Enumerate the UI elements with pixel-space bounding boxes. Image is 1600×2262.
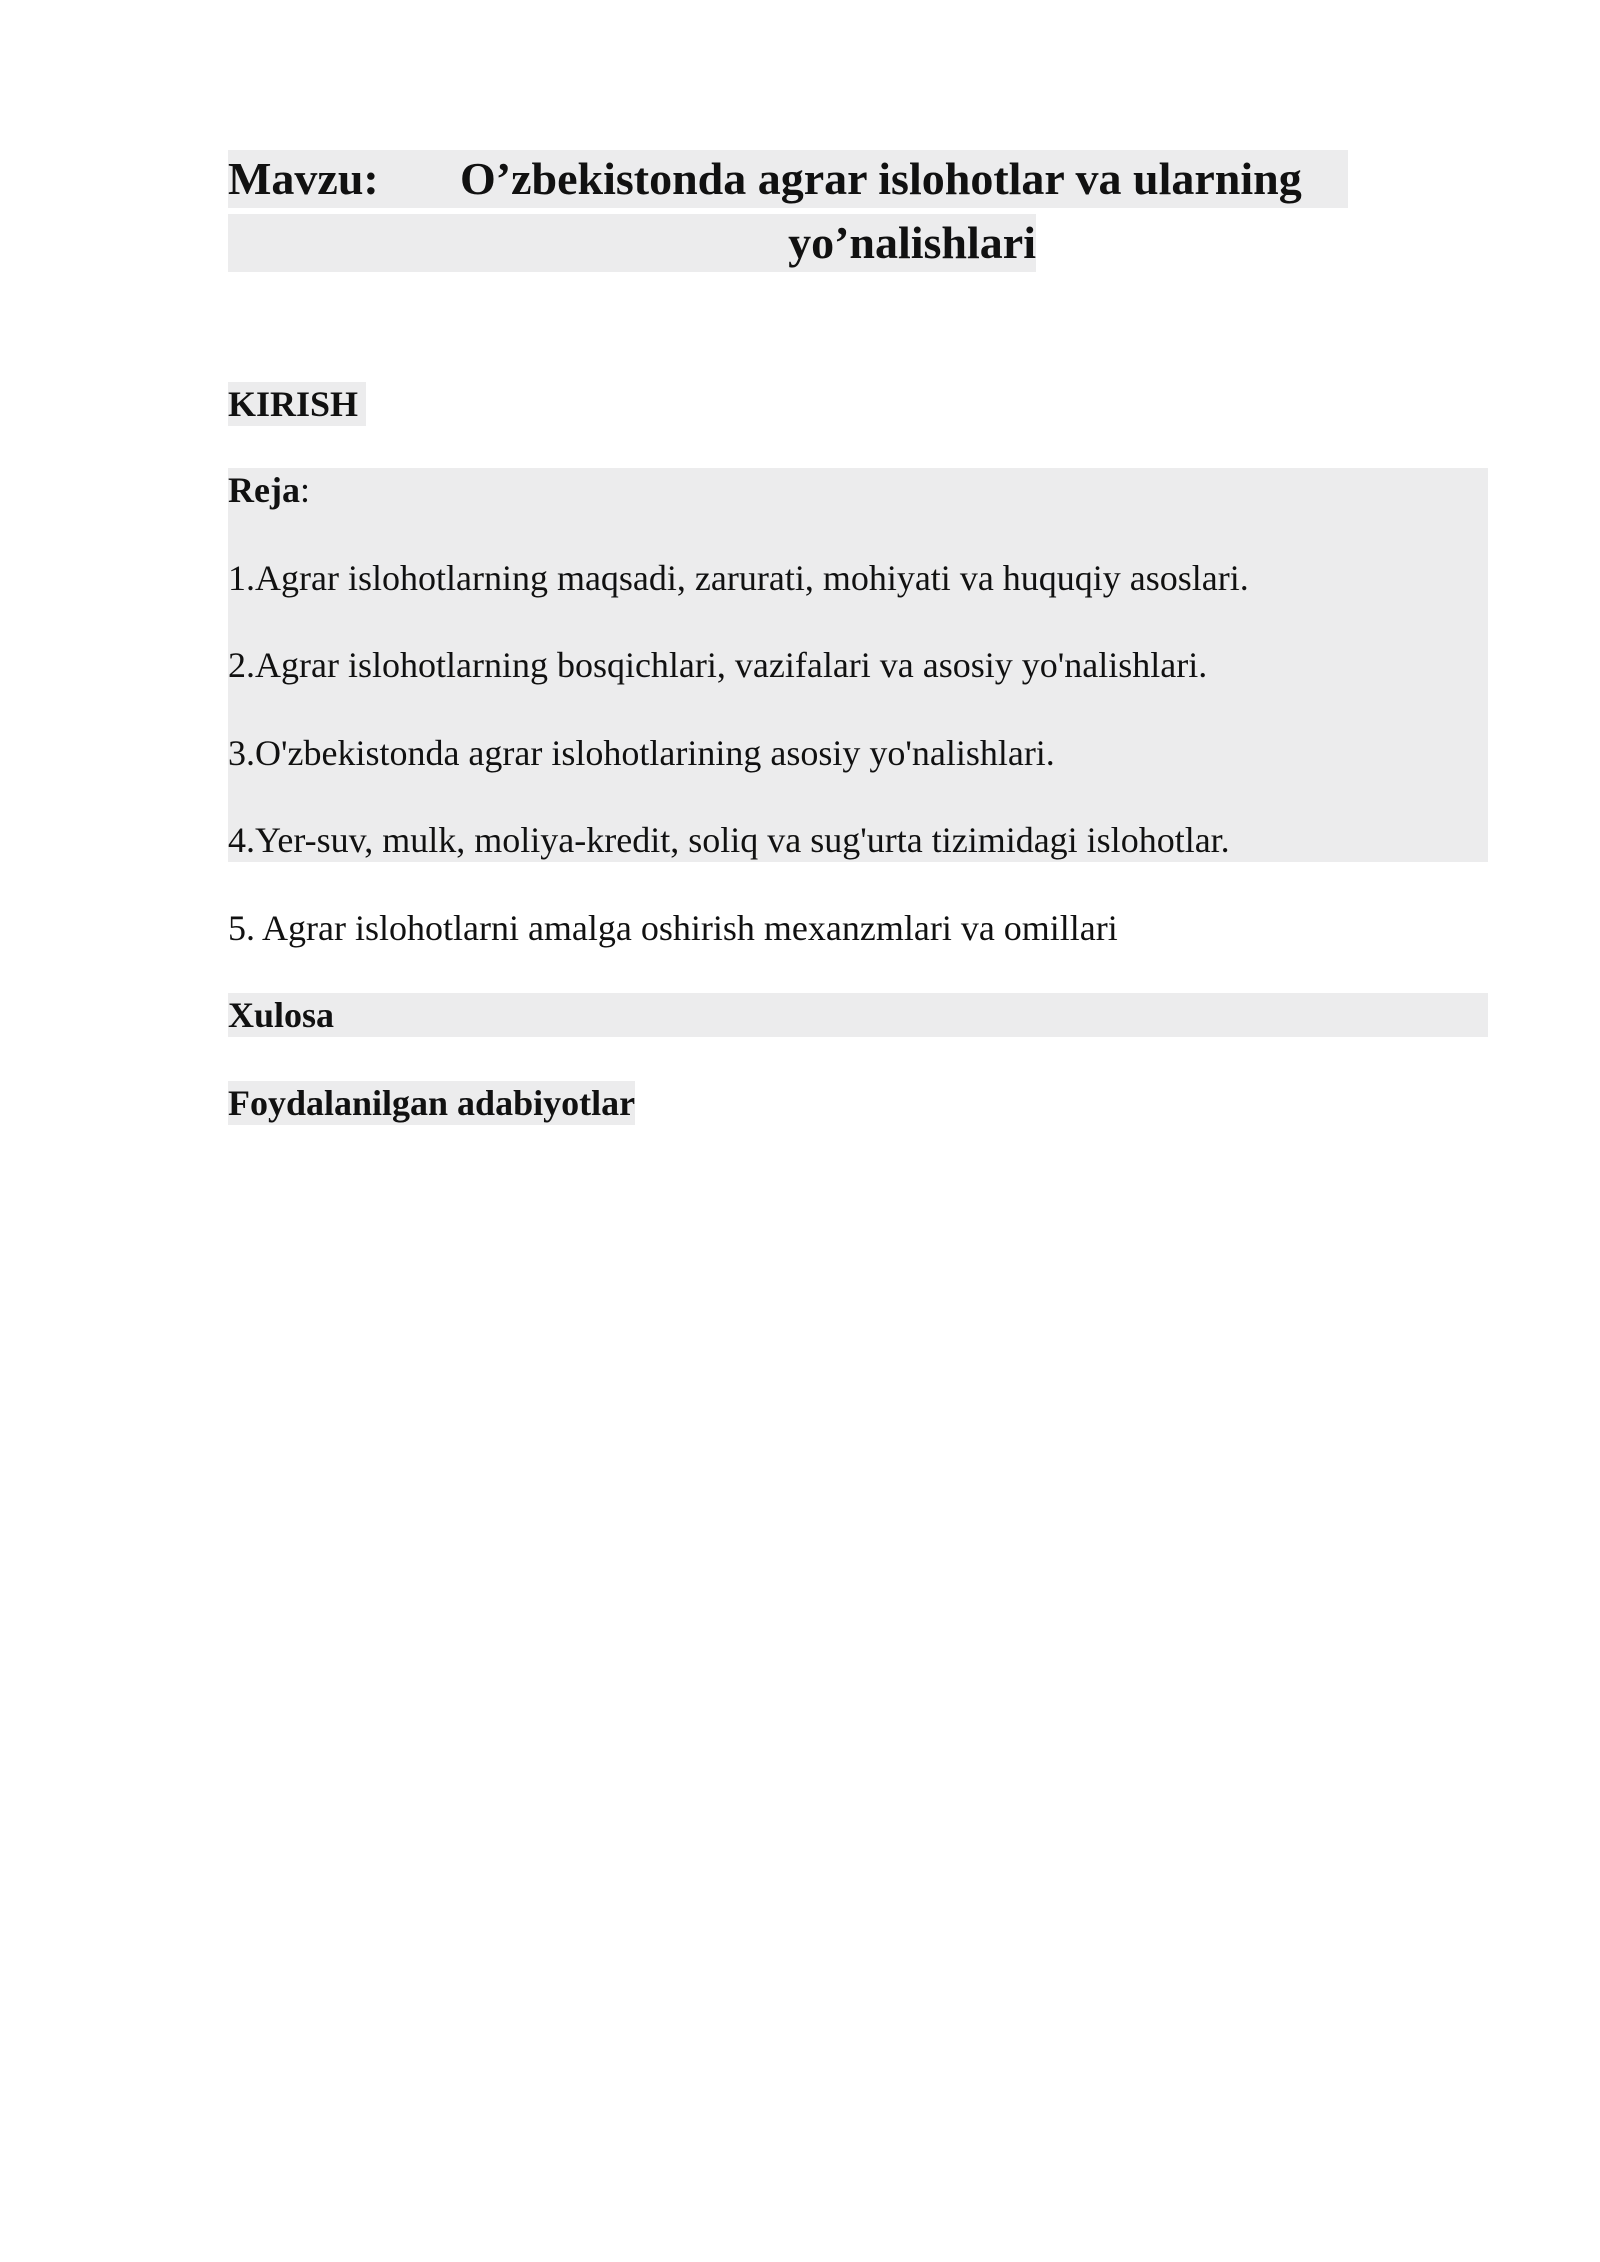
title-line-1 — [228, 150, 1348, 208]
plan-item-5: 5. Agrar islohotlarni amalga oshirish mexanzmlari va omillari — [228, 908, 1118, 948]
plan-item-1: 1.Agrar islohotlarning maqsadi, zarurati, mohiyati va huquqiy asoslari. — [228, 558, 1249, 598]
references-heading: Foydalanilgan adabiyotlar — [228, 1083, 636, 1123]
plan-heading — [228, 468, 310, 512]
conclusion-highlight — [228, 993, 1488, 1037]
title-topic-line-2: yo’nalishlari — [228, 214, 1036, 272]
plan-item-4: 4.Yer-suv, mulk, moliya-kredit, soliq va sug'urta tizimidagi islohotlar. — [228, 820, 1230, 860]
conclusion-heading: Xulosa — [228, 995, 335, 1035]
plan-heading-colon: : — [299, 470, 310, 510]
plan-item-3: 3.O'zbekistonda agrar islohotlarining asosiy yo'nalishlari. — [228, 733, 1055, 773]
intro-heading: KIRISH — [228, 382, 366, 426]
title-label: Mavzu: — [228, 153, 379, 204]
plan-item-2: 2.Agrar islohotlarning bosqichlari, vazifalari va asosiy yo'nalishlari. — [228, 645, 1208, 685]
plan-heading-label: Reja — [228, 470, 300, 510]
title-topic-line-1: O’zbekistonda agrar islohotlar va ularning — [460, 153, 1302, 204]
